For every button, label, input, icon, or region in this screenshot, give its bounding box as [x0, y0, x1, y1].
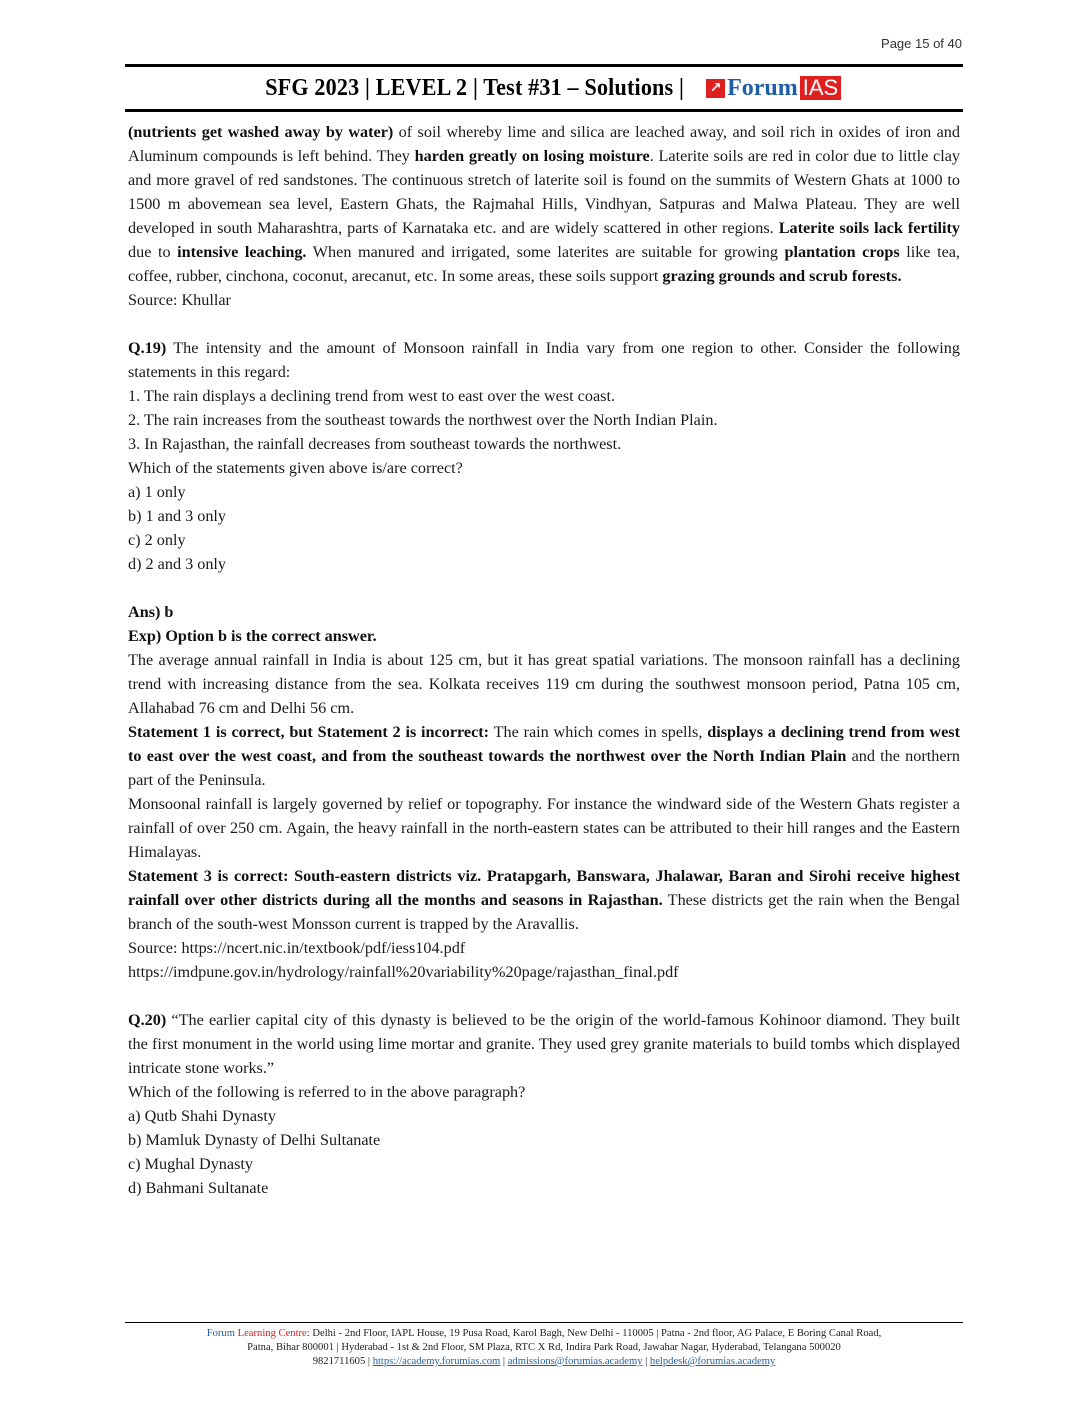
- footer-line-3: [125, 1355, 963, 1369]
- text: When manured and irrigated, some laterites are suitable for growing: [306, 243, 785, 261]
- separator: |: [642, 1356, 650, 1367]
- prev-answer-source: Source: Khullar: [128, 291, 231, 309]
- q19-option-b: b) 1 and 3 only: [128, 507, 227, 525]
- q19-explanation-p1: The average annual rainfall in India is about 125 cm, but it has great spatial variations. The monsoon rainfall has a declining trend with increasing distance from the sea. Kolkata receives 119 cm during the southwest monsoon period, Patna 105 cm, Allahabad 76 cm and Delhi 56 cm.: [128, 651, 960, 717]
- q19-option-d: d) 2 and 3 only: [128, 555, 227, 573]
- footer-link-helpdesk[interactable]: helpdesk@forumias.academy: [649, 1356, 776, 1367]
- q19-prompt: Which of the statements given above is/are correct?: [128, 459, 463, 477]
- separator: |: [500, 1356, 508, 1367]
- q19-stem: [128, 336, 960, 384]
- bold-text: plantation crops: [784, 243, 900, 261]
- q20-option-d: d) Bahmani Sultanate: [128, 1179, 269, 1197]
- explanation-title: Exp) Option b is the correct answer.: [128, 627, 377, 645]
- bold-text: Statement 3 is correct: South-eastern districts viz. Pratapgarh, Banswara, Jhalawar, Baran and Sirohi receive highest rainfall over other districts during all the months and seasons in Rajasthan.: [128, 867, 960, 909]
- logo-forum-text: Forum: [727, 74, 798, 101]
- footer-address-1: : Delhi - 2nd Floor, IAPL House, 19 Pusa Road, Karol Bagh, New Delhi - 110005 | Patna - 2nd floor, AG Palace, E Boring Canal Road,: [306, 1328, 882, 1339]
- q19-label: Q.19): [128, 339, 167, 357]
- q19-statement-2: 2. The rain increases from the southeast towards the northwest over the North Indian Plain.: [128, 411, 718, 429]
- footer-line-1: [125, 1327, 963, 1341]
- header-title: SFG 2023 | LEVEL 2 | Test #31 – Solutions |: [265, 74, 684, 101]
- q20-option-a: a) Qutb Shahi Dynasty: [128, 1107, 276, 1125]
- separator: |: [365, 1356, 373, 1367]
- q19-source-1: Source: https://ncert.nic.in/textbook/pdf/iess104.pdf: [128, 939, 466, 957]
- forumias-logo: [706, 75, 841, 102]
- q19-answer: [128, 600, 960, 624]
- page-footer: [125, 1322, 963, 1369]
- text: like tea, coffee, rubber, cinchona, coconut, arecanut, etc. In some areas, these soils support: [128, 243, 960, 285]
- q19-statement-3: 3. In Rajasthan, the rainfall decreases from southeast towards the northwest.: [128, 435, 622, 453]
- footer-forum: Forum: [206, 1328, 235, 1339]
- q19-source-2: https://imdpune.gov.in/hydrology/rainfall%20variability%20page/rajasthan_final.pdf: [128, 963, 679, 981]
- q20-prompt: Which of the following is referred to in the above paragraph?: [128, 1083, 526, 1101]
- prev-answer-paragraph: [128, 120, 960, 288]
- text: . Laterite soils are red in color due to little clay and more gravel of red sandstones. The continuous stretch of laterite soil is found on the summits of Western Ghats at 1000 to 1500 m abovemean sea level, Eastern Ghats, the Rajmahal Hills, Vindhyan, Satpuras and Malwa Plateau. They are well developed in south Maharashtra, parts of Karnataka etc. and are widely scattered in other regions.: [128, 147, 960, 237]
- text: of soil whereby lime and silica are leached away, and soil rich in oxides of iron and Aluminum compounds is left behind. They: [128, 123, 960, 165]
- text: “The earlier capital city of this dynasty is believed to be the origin of the world-famous Kohinoor diamond. They built the first monument in the world using lime mortar and granite. They used grey granite materials to build tombs which displayed intricate stone works.”: [128, 1011, 960, 1077]
- footer-phone: 9821711605: [312, 1356, 366, 1367]
- bold-text: (nutrients get washed away by water): [128, 123, 394, 141]
- page-content: [128, 120, 960, 1200]
- q19-explanation-title: [128, 624, 960, 648]
- q19-statement-1: 1. The rain displays a declining trend from west to east over the west coast.: [128, 387, 615, 405]
- bold-text: intensive leaching.: [177, 243, 307, 261]
- q20-stem: [128, 1008, 960, 1080]
- document-header: [125, 64, 963, 112]
- footer-link-academy[interactable]: https://academy.forumias.com: [372, 1356, 501, 1367]
- text: The rain which comes in spells,: [489, 723, 708, 741]
- text: These districts get the rain when the Bengal branch of the south-west Monsson current is trapped by the Aravallis.: [128, 891, 960, 933]
- bold-text: grazing grounds and scrub forests.: [662, 267, 902, 285]
- arrow-icon: ↗: [706, 79, 725, 98]
- logo-ias-text: IAS: [800, 76, 841, 100]
- text: due to: [128, 243, 178, 261]
- q19-explanation-p3: Monsoonal rainfall is largely governed by relief or topography. For instance the windward side of the Western Ghats register a rainfall of over 250 cm. Again, the heavy rainfall in the north-eastern states can be attributed to their hill ranges and the Eastern Himalayas.: [128, 795, 960, 861]
- q20-option-b: b) Mamluk Dynasty of Delhi Sultanate: [128, 1131, 381, 1149]
- bold-text: Laterite soils lack fertility: [778, 219, 960, 237]
- footer-learning-centre: Learning Centre: [237, 1328, 307, 1339]
- footer-link-admissions[interactable]: admissions@forumias.academy: [507, 1356, 643, 1367]
- q19-option-a: a) 1 only: [128, 483, 186, 501]
- footer-line-2: Patna, Bihar 800001 | Hyderabad - 1st & 2nd Floor, SM Plaza, RTC X Rd, Indira Park Road, Jawahar Nagar, Hyderabad, Telangana 500020: [247, 1342, 841, 1353]
- page-number: Page 15 of 40: [881, 36, 962, 51]
- q19-explanation-p2: [128, 720, 960, 792]
- q19-explanation-p4: [128, 864, 960, 936]
- q20-label: Q.20): [128, 1011, 167, 1029]
- text: The intensity and the amount of Monsoon rainfall in India vary from one region to other. Consider the following statements in this regard:: [128, 339, 960, 381]
- q20-option-c: c) Mughal Dynasty: [128, 1155, 253, 1173]
- bold-text: displays a declining trend from west to east over the west coast, and from the southeast towards the northwest over the North Indian Plain: [128, 723, 960, 765]
- bold-text: harden greatly on losing moisture: [414, 147, 650, 165]
- text: and the northern part of the Peninsula.: [128, 747, 960, 789]
- q19-option-c: c) 2 only: [128, 531, 186, 549]
- answer-text: Ans) b: [128, 603, 174, 621]
- bold-text: Statement 1 is correct, but Statement 2 is incorrect:: [128, 723, 490, 741]
